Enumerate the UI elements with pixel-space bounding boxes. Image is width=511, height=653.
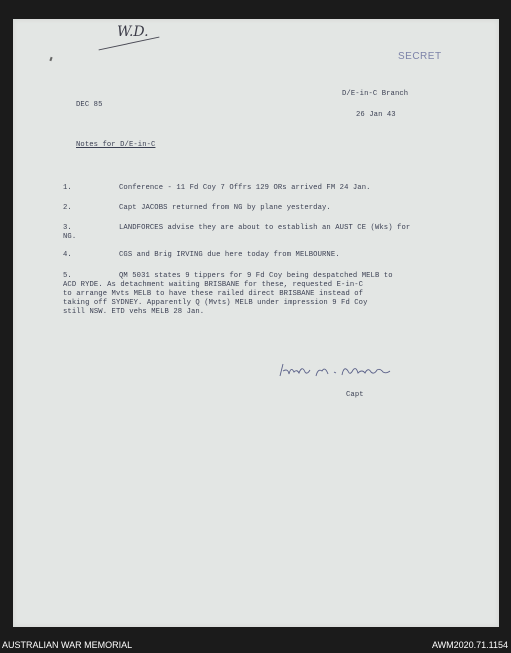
item-line: taking off SYDNEY. Apparently Q (Mvts) MELB under impression 9 Fd Coy — [63, 299, 368, 307]
signature-title: Capt — [346, 391, 364, 399]
footer-right: AWM2020.71.1154 — [431, 640, 508, 650]
branch-label: D/E-in-C Branch — [342, 90, 409, 98]
document-date: 26 Jan 43 — [356, 111, 396, 119]
item-line: CGS and Brig IRVING due here today from MELBOURNE. — [119, 251, 340, 259]
document-heading: Notes for D/E-in-C — [76, 141, 156, 149]
item-line: ACD RYDE. As detachment waiting BRISBANE for these, requested E-in-C — [63, 281, 364, 289]
item-line: to arrange Mvts MELB to have these railed direct BRISBANE instead of — [63, 290, 364, 298]
signature — [276, 360, 396, 387]
item-number: 4. — [63, 251, 72, 259]
footer-left: AUSTRALIAN WAR MEMORIAL — [2, 640, 133, 650]
item-line: QM 5031 states 9 tippers for 9 Fd Coy being despatched MELB to — [119, 272, 393, 280]
item-line: still NSW. ETD vehs MELB 28 Jan. — [63, 308, 205, 316]
item-number: 1. — [63, 184, 72, 192]
item-line-continued — [63, 281, 368, 317]
item-number: 2. — [63, 204, 72, 212]
document-page — [13, 19, 499, 627]
item-line: Capt JACOBS returned from NG by plane yesterday. — [119, 204, 331, 212]
item-number: 5. — [63, 272, 72, 280]
item-number: 3. — [63, 224, 72, 232]
item-line-continued: NG. — [63, 233, 77, 241]
reference-number: DEC 85 — [76, 101, 103, 109]
handwritten-note: W.D. — [117, 24, 149, 40]
item-line: LANDFORCES advise they are about to establish an AUST CE (Wks) for — [119, 224, 411, 232]
signature-scrawl — [276, 360, 396, 382]
secret-stamp: SECRET — [398, 51, 442, 62]
item-line: Conference - 11 Fd Coy 7 Offrs 129 ORs arrived FM 24 Jan. — [119, 184, 371, 192]
